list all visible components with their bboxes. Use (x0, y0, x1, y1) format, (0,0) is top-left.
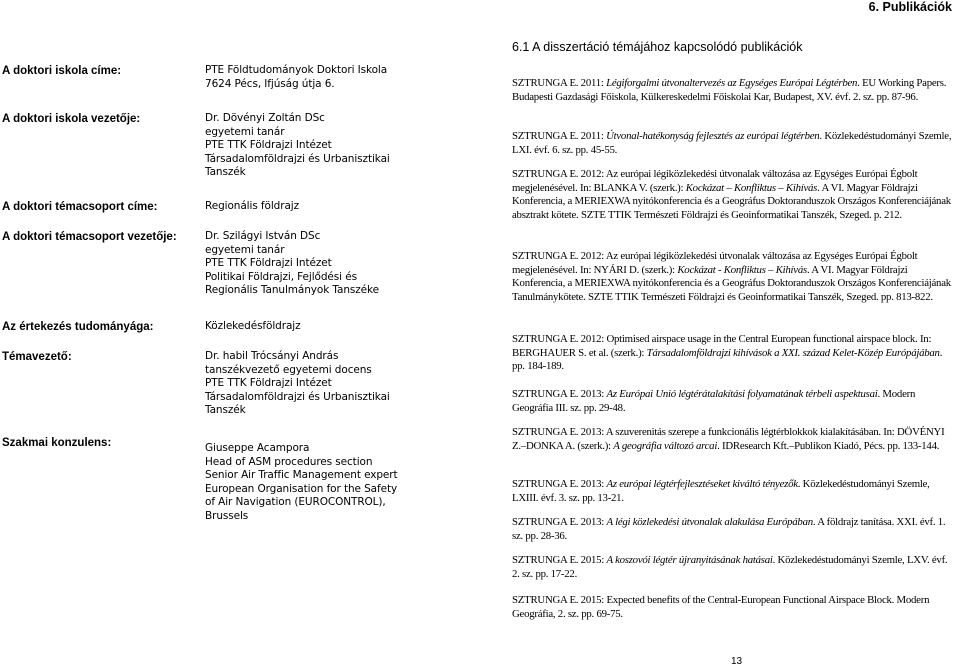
pub-author: SZTRUNGA E. (512, 478, 579, 490)
pub-author: SZTRUNGA E. (512, 426, 579, 438)
pub-text: 2013: (578, 478, 607, 490)
info-line: Head of ASM procedures section (205, 455, 373, 468)
chapter-header: 6. Publikációk (868, 0, 952, 14)
info-line: 7624 Pécs, Ifjúság útja 6. (205, 77, 335, 90)
publication-item (512, 333, 952, 374)
info-line: PTE Földtudományok Doktori Iskola (205, 64, 388, 76)
info-line: Tanszék (205, 166, 246, 178)
pub-author: SZTRUNGA E. (512, 77, 579, 89)
info-label: Az értekezés tudományága: (2, 321, 154, 333)
pub-text: 2013: (578, 388, 607, 400)
info-line: tanszékvezető egyetemi docens (205, 363, 372, 376)
pub-source: . Közlekedéstudományi Szemle, LXI. évf. 6. sz. pp. 45-55. (512, 130, 952, 156)
pub-title: A koszovói légtér újranyitásának hatásai (606, 554, 773, 566)
publications-column (512, 0, 952, 666)
pub-source: . A földrajz tanítása. XXI. évf. 1. sz. pp. 28-36. (512, 516, 946, 542)
pub-author: SZTRUNGA E. (512, 168, 579, 180)
pub-text: 2011: (578, 130, 607, 142)
info-label: A doktori témacsoport címe: (2, 201, 158, 213)
pub-title: Útvonal-hatékonyság fejlesztés az európai légtérben (606, 130, 820, 142)
pub-text: 2012: Az európai légiközlekedési útvonalak változása az Egységes Európai Égbolt megjelenésével. In: NYÁRI D. (szerk.): (512, 250, 918, 276)
info-label: Témavezető: (2, 351, 72, 363)
info-line: Társadalomföldrajzi és Urbanisztikai (205, 390, 390, 403)
pub-author: SZTRUNGA E. (512, 250, 579, 262)
pub-author: SZTRUNGA E. (512, 516, 579, 528)
info-line: Tanszék (205, 404, 246, 416)
pub-text: 2011: (578, 77, 607, 89)
publication-item (512, 77, 952, 104)
info-line: Dr. habil Trócsányi András (205, 350, 339, 362)
publication-item (512, 516, 952, 543)
pub-text: 2015: (578, 554, 607, 566)
info-value (205, 230, 435, 298)
info-line: PTE TTK Földrajzi Intézet (205, 139, 332, 151)
pub-title: Légiforgalmi útvonaltervezés az Egységes Európai Légtérben (606, 77, 858, 89)
info-label: A doktori témacsoport vezetője: (2, 231, 177, 243)
info-line: Politikai Földrajzi, Fejlődési és (205, 270, 357, 283)
pub-text: 2012: Az európai légiközlekedési útvonalak változása az Egységes Európai Égbolt megjelenésével. In: BLANKA V. (szerk.): (512, 168, 918, 194)
pub-title: Az Európai Unió légtérátalakítási folyamatának térbeli aspektusai (606, 388, 878, 400)
info-line: Társadalomföldrajzi és Urbanisztikai (205, 152, 390, 165)
info-value (205, 442, 435, 523)
pub-author: SZTRUNGA E. (512, 554, 579, 566)
publication-item (512, 130, 952, 157)
info-line: Dr. Szilágyi István DSc (205, 230, 321, 242)
pub-text: 2015: Expected benefits of the Central-European Functional Airspace Block. Modern Geográfia, 2. sz. pp. 69-75. (512, 594, 930, 620)
info-line: Dr. Dövényi Zoltán DSc (205, 112, 325, 124)
publication-item (512, 554, 952, 581)
info-line: Közlekedésföldrajz (205, 320, 301, 332)
pub-source: . IDResearch Kft.–Publikon Kiadó, Pécs. pp. 133-144. (717, 439, 940, 452)
page-number: 13 (731, 656, 743, 667)
pub-text: 2013: (578, 516, 607, 528)
info-line: Brussels (205, 509, 249, 522)
info-line: Giuseppe Acampora (205, 442, 310, 454)
info-value (205, 200, 435, 214)
publication-item (512, 426, 952, 453)
pub-title: Kockázat - Konfliktus – Kihívás (677, 263, 807, 276)
publication-item (512, 594, 952, 621)
info-line: egyetemi tanár (205, 243, 285, 256)
pub-title: Az európai légtérfejlesztéseket kiváltó tényezők (606, 478, 798, 490)
pub-text: 2013: A szuverenitás szerepe a funkcionális légtérblokkok kialakításában. In: DÖVÉNYI Z.–DONKA A. (szerk.): (512, 426, 945, 452)
publication-item (512, 478, 952, 505)
info-line: egyetemi tanár (205, 125, 285, 138)
pub-text: 2012: Optimised airspace usage in the Central European functional airspace block. In: BERGHAUER S. et al. (szerk.): (512, 333, 932, 359)
pub-source: . EU Working Papers. Budapesti Gazdasági Főiskola, Külkereskedelmi Főiskolai Kar, Budapest, XV. évf. 2. sz. pp. 87-96. (512, 77, 947, 103)
info-line: Senior Air Traffic Management expert (205, 469, 398, 481)
publication-item (512, 388, 952, 415)
pub-title: A légi közlekedési útvonalak alakulása Európában (606, 516, 813, 528)
info-value (205, 350, 435, 418)
pub-source: . A VI. Magyar Földrajzi Konferencia, a MERIEXWA nyitókonferencia és a Geográfus Doktoranduszok Országos Konferenciájának absztrakt kötete. SZTE TTIK Természeti Földrajzi és Geoinformatikai Tanszék, Szeged. p. 212. (512, 181, 951, 221)
pub-source: . Közlekedéstudományi Szemle, LXIII. évf. 3. sz. pp. 13-21. (512, 478, 930, 504)
pub-title: Társadalomföldrajzi kihívások a XXI. század Kelet-Közép Európájában (646, 346, 940, 359)
info-label: A doktori iskola vezetője: (2, 113, 141, 125)
info-line: PTE TTK Földrajzi Intézet (205, 257, 332, 269)
publication-item (512, 250, 952, 304)
pub-source: . Modern Geográfia III. sz. pp. 29-48. (512, 388, 916, 414)
pub-source: . A VI. Magyar Földrajzi Konferencia, a MERIEXWA nyitókonferencia és a Geográfus Doktoranduszok Országos Konferenciájának Tanulmánykötete. SZTE TTIK Természeti Földrajzi és Geoinformatikai Tanszék, Szeged. pp. 813-822. (512, 263, 951, 303)
pub-source: . Közlekedéstudományi Szemle, LXV. évf. 2. sz. pp. 17-22. (512, 554, 948, 580)
info-line: Regionális földrajz (205, 200, 300, 212)
publication-item (512, 168, 952, 222)
info-label: Szakmai konzulens: (2, 437, 112, 449)
info-line: PTE TTK Földrajzi Intézet (205, 377, 332, 389)
pub-author: SZTRUNGA E. (512, 130, 579, 142)
pub-author: SZTRUNGA E. (512, 388, 579, 400)
info-line: Regionális Tanulmányok Tanszéke (205, 284, 380, 296)
pub-title: A geográfia változó arcai (613, 439, 718, 452)
info-label: A doktori iskola címe: (2, 65, 122, 77)
pub-title: Kockázat – Konfliktus – Kihívás (685, 181, 818, 194)
pub-author: SZTRUNGA E. (512, 594, 579, 606)
section-title: 6.1 A disszertáció témájához kapcsolódó publikációk (512, 40, 803, 54)
pub-source: . pp. 184-189. (512, 346, 943, 372)
dissertation-info (0, 0, 470, 666)
info-line: of Air Navigation (EUROCONTROL), (205, 496, 386, 508)
pub-author: SZTRUNGA E. (512, 333, 579, 345)
info-value (205, 64, 435, 91)
info-value (205, 112, 435, 180)
info-line: European Organisation for the Safety (205, 482, 398, 495)
info-value (205, 320, 435, 334)
